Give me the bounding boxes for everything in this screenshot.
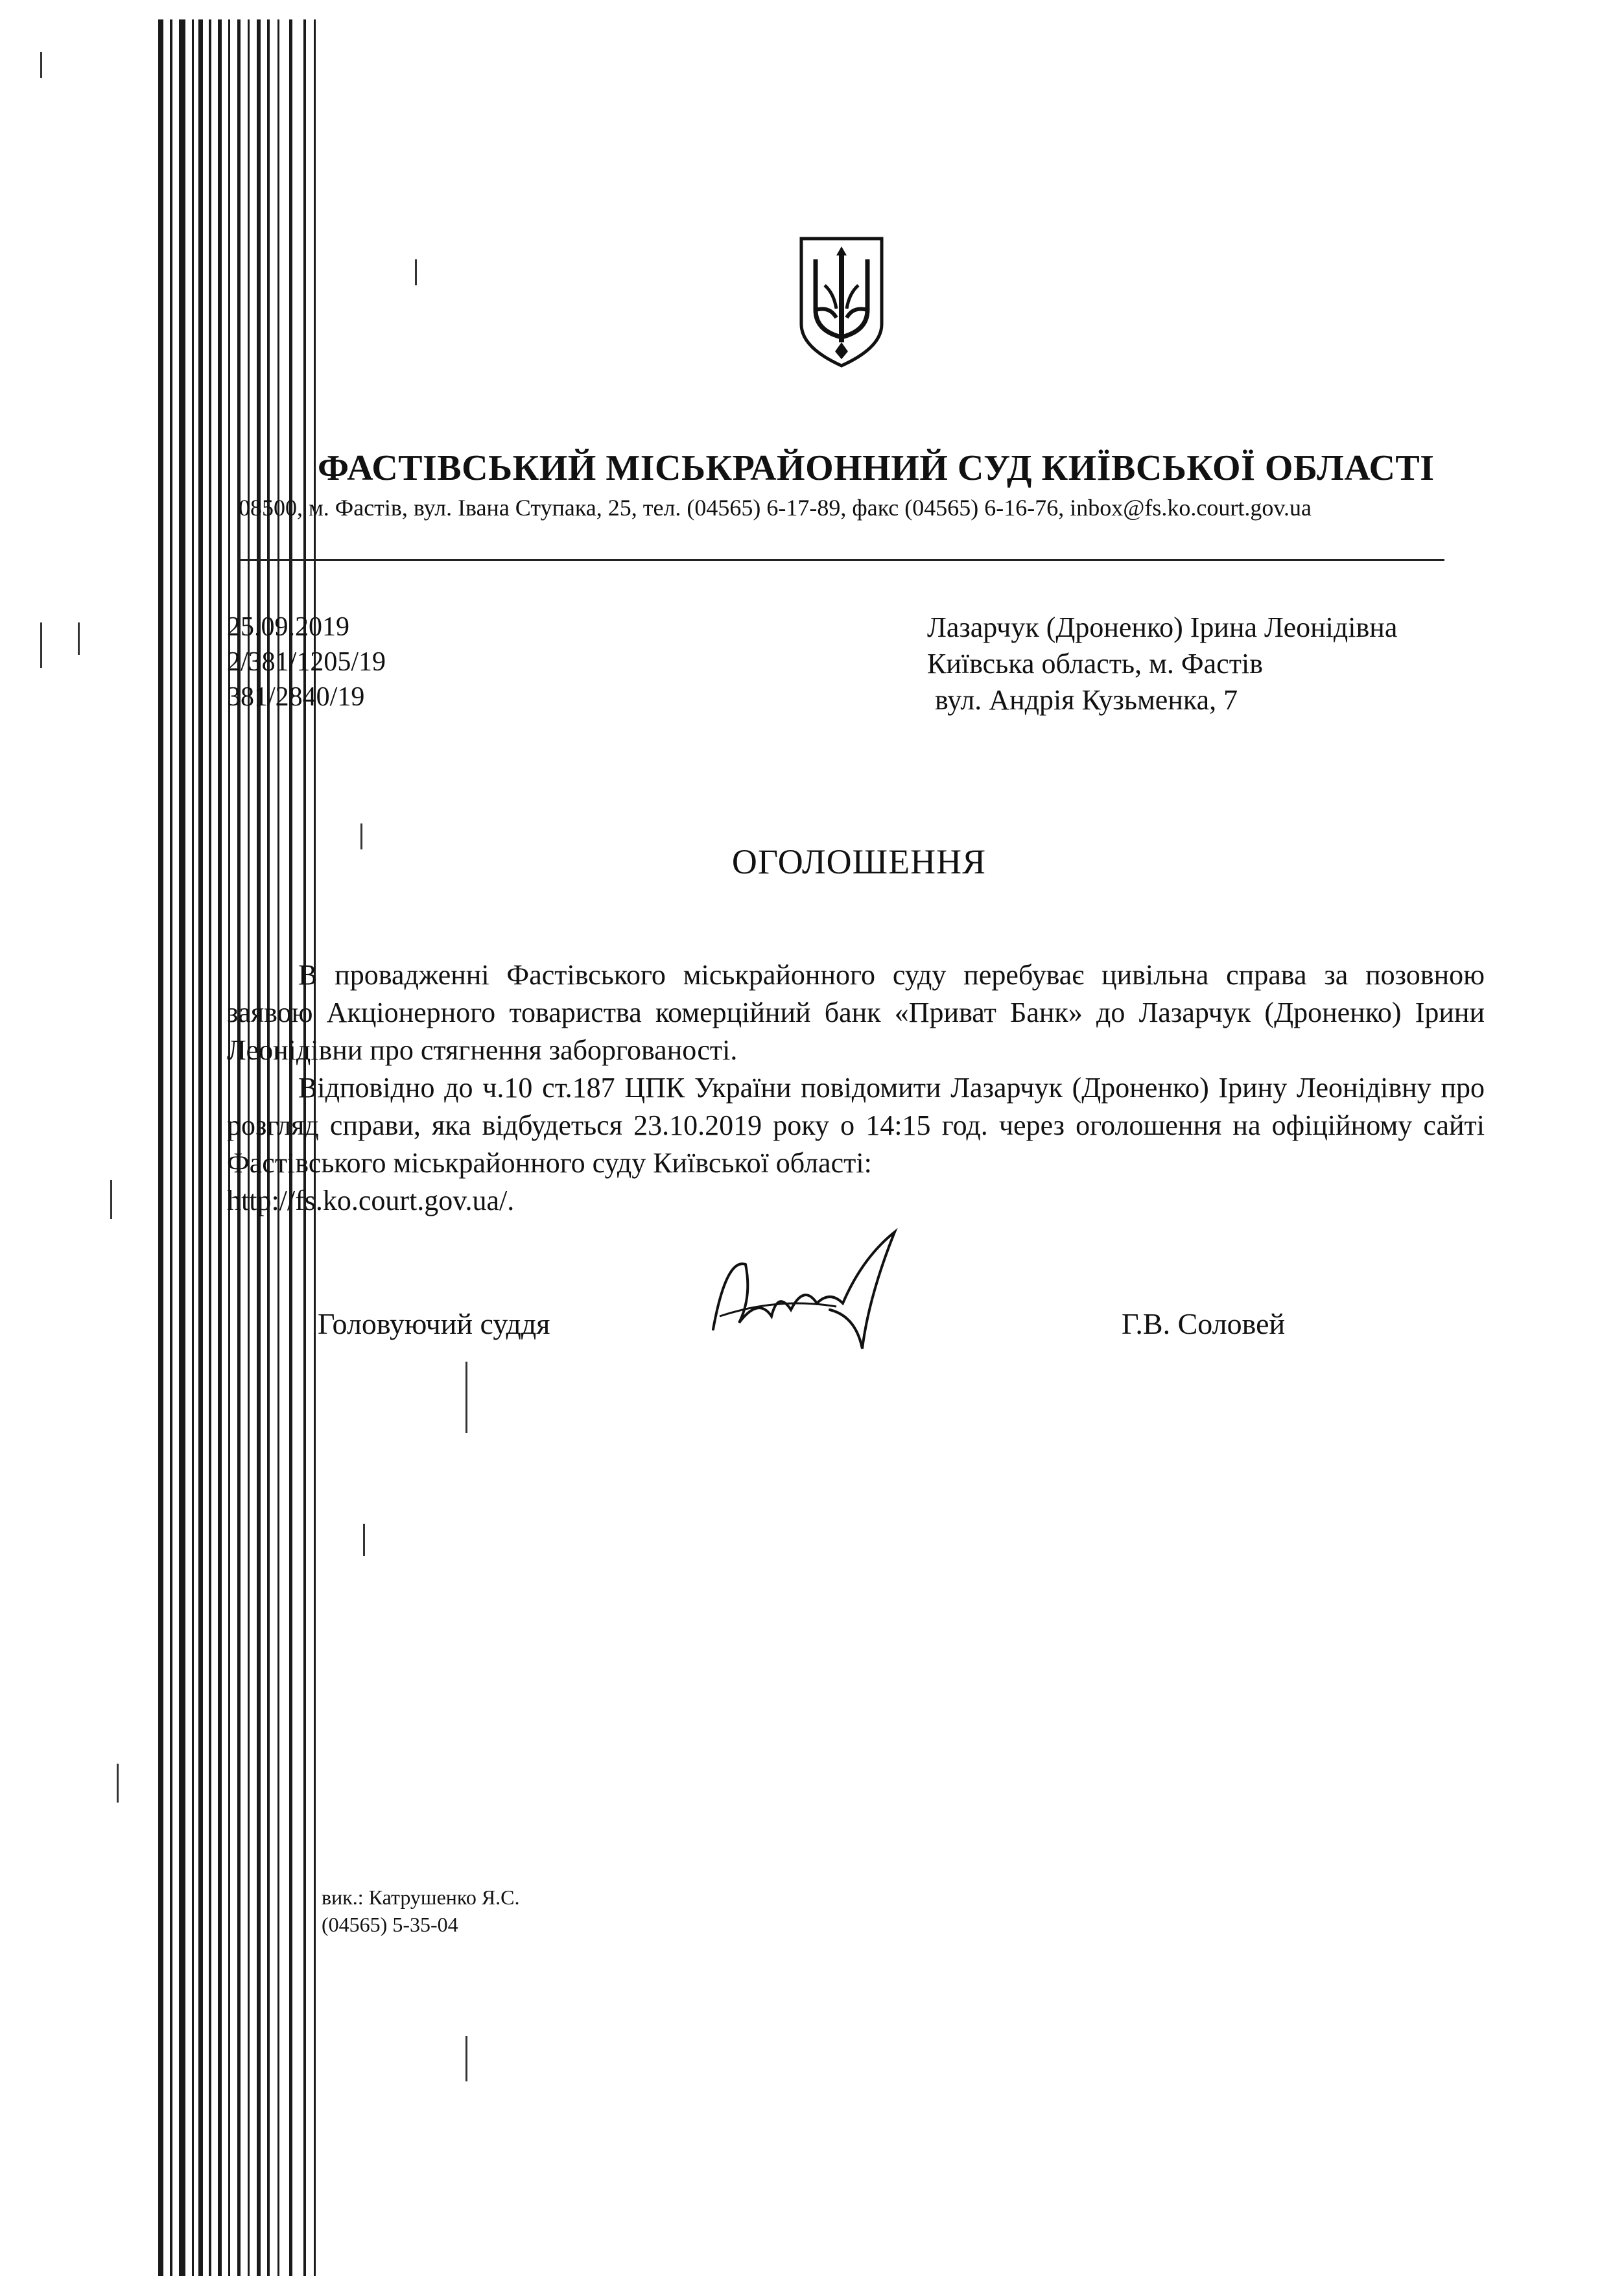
recipient-city: Київська область, м. Фастів	[927, 648, 1263, 680]
notice-paragraph: Відповідно до ч.10 ст.187 ЦПК України повідомити Лазарчук (Дроненко) Ірину Леонідівну про розгляд справи, яка відбудеться 23.10.2019 року о 14:15 год. через оголошення на офіційному сайті Фастівського міськрайонного суду Київської області:	[227, 1072, 1485, 1179]
recipient-name: Лазарчук (Дроненко) Ірина Леонідівна	[927, 611, 1398, 643]
executor-name: вик.: Катрушенко Я.С.	[322, 1886, 520, 1909]
executor-phone: (04565) 5-35-04	[322, 1913, 458, 1936]
court-address: 08500, м. Фастів, вул. Івана Ступака, 25, тел. (04565) 6-17-89, факс (04565) 6-16-76, inbox@fs.ko.court.gov.ua	[239, 495, 1312, 521]
notice-paragraph: В провадженні Фастівського міськрайонного суду перебуває цивільна справа за позовною заявою Акціонерного товариства комерційний банк «Приват Банк» до Лазарчук (Дроненко) Ірини Леонідівни про стягнення заборгованості.	[227, 959, 1485, 1066]
notice-title: ОГОЛОШЕННЯ	[731, 842, 987, 881]
recipient-street: вул. Андрія Кузьменка, 7	[935, 684, 1238, 716]
judge-role: Головуючий суддя	[318, 1307, 550, 1340]
document-date: 25.09.2019	[227, 612, 349, 642]
ukraine-trident-icon	[796, 233, 887, 370]
court-website-link[interactable]: http://fs.ko.court.gov.ua/.	[227, 1185, 515, 1216]
letterhead-divider	[239, 559, 1444, 561]
proceeding-number: 381/2840/19	[227, 682, 365, 712]
case-number: 2/381/1205/19	[227, 647, 386, 677]
executor-footer	[322, 1884, 520, 1938]
judge-name: Г.В. Соловей	[1122, 1307, 1286, 1340]
signature-row	[318, 1307, 1465, 1358]
recipient-block	[927, 610, 1397, 718]
court-name: ФАСТІВСЬКИЙ МІСЬКРАЙОННИЙ СУД КИЇВСЬКОЇ ОБЛАСТІ	[318, 448, 1435, 488]
document-references	[227, 610, 386, 715]
notice-body	[227, 956, 1485, 1220]
